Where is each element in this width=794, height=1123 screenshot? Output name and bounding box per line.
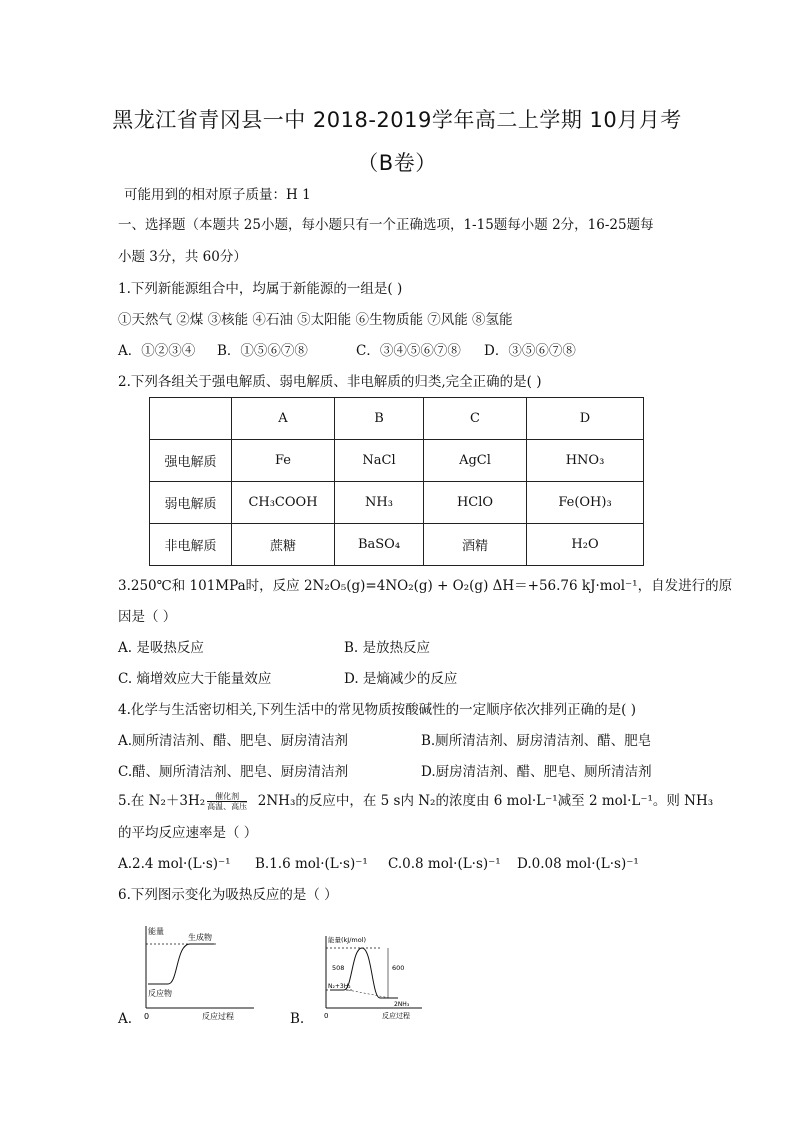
q4-stem: 4.化学与生活密切相关,下列生活中的常见物质按酸碱性的一定顺序依次排列正确的是( ) <box>118 702 636 718</box>
q1-items: ①天然气 ②煤 ③核能 ④石油 ⑤太阳能 ⑥生物质能 ⑦风能 ⑧氢能 <box>118 312 513 328</box>
q5-option-c: C.0.8 mol·(L·s)⁻¹ <box>388 856 501 872</box>
reactant-label: N₂+3H₂ <box>328 983 351 990</box>
table-cell: Fe(OH)₃ <box>527 482 644 524</box>
origin-label: 0 <box>144 1012 150 1021</box>
q1-option-c: C．③④⑤⑥⑦⑧ <box>356 343 461 359</box>
product-label: 生成物 <box>188 933 212 942</box>
q1-option-d: D．③⑤⑥⑦⑧ <box>484 343 576 359</box>
table-row <box>150 524 644 566</box>
table-cell: 蔗糖 <box>232 524 335 566</box>
exam-title: 黑龙江省青冈县一中 2018-2019学年高二上学期 10月月考 <box>112 108 682 132</box>
table-cell: NH₃ <box>335 482 424 524</box>
table-cell: HClO <box>424 482 527 524</box>
q5-option-b: B.1.6 mol·(L·s)⁻¹ <box>255 856 368 872</box>
y-axis-label: 能量 <box>148 927 164 936</box>
catalyst-arrow <box>205 792 249 811</box>
q3-option-a: A. 是吸热反应 <box>118 640 204 656</box>
q3-stem-cont: 因是（ ） <box>118 609 177 625</box>
table-cell: 酒精 <box>424 524 527 566</box>
y-axis-label: 能量(kJ/mol) <box>328 936 367 944</box>
value-600: 600 <box>392 964 405 972</box>
table-cell: NaCl <box>335 440 424 482</box>
x-axis-label: 反应过程 <box>202 1012 234 1021</box>
product-label: 2NH₃ <box>394 1001 410 1008</box>
q3-option-c: C. 熵增效应大于能量效应 <box>118 671 272 687</box>
q6-option-b: B. <box>290 1011 305 1027</box>
energy-curve <box>148 944 214 984</box>
q1-option-b: B．①⑤⑥⑦⑧ <box>217 343 308 359</box>
energy-graph-a <box>138 922 258 1022</box>
value-508: 508 <box>332 964 345 972</box>
catalyst-bottom: 高温、高压 <box>207 802 248 811</box>
energy-graph-b <box>318 930 428 1022</box>
q5-stem-b: 2NH₃的反应中，在 5 s内 N₂的浓度由 6 mol·L⁻¹减至 2 mol·L⁻¹。则 NH₃ <box>257 793 714 809</box>
table-row <box>150 482 644 524</box>
q3-stem: 3.250℃和 101MPa时，反应 2N₂O₅(g)=4NO₂(g) + O₂(g) ΔH＝+56.76 kJ·mol⁻¹，自发进行的原 <box>118 578 733 594</box>
section-heading: 一、选择题（本题共 25小题，每小题只有一个正确选项，1-15题每小题 2分，16-25题每 <box>118 217 654 233</box>
q6-option-a: A. <box>118 1011 133 1027</box>
row-label: 强电解质 <box>150 440 232 482</box>
q4-option-d: D.厨房清洁剂、醋、肥皂、厕所清洁剂 <box>421 764 652 780</box>
q4-option-a: A.厕所清洁剂、醋、肥皂、厨房清洁剂 <box>118 733 349 749</box>
table-cell: CH₃COOH <box>232 482 335 524</box>
table-header: C <box>424 398 527 440</box>
origin-label: 0 <box>324 1012 329 1020</box>
q3-option-d: D. 是熵减少的反应 <box>344 671 458 687</box>
table-header-row <box>150 398 644 440</box>
q3-option-b: B. 是放热反应 <box>344 640 431 656</box>
row-label: 弱电解质 <box>150 482 232 524</box>
table-header: D <box>527 398 644 440</box>
table-cell: HNO₃ <box>527 440 644 482</box>
table-header: A <box>232 398 335 440</box>
section-heading-cont: 小题 3分，共 60分） <box>118 249 247 265</box>
q5-option-d: D.0.08 mol·(L·s)⁻¹ <box>517 856 639 872</box>
reactant-label: 反应物 <box>148 989 172 998</box>
q1-stem: 1.下列新能源组合中，均属于新能源的一组是( ) <box>118 281 403 297</box>
q6-stem: 6.下列图示变化为吸热反应的是（ ） <box>118 887 338 903</box>
q5-stem <box>118 792 713 811</box>
table-cell: BaSO₄ <box>335 524 424 566</box>
exam-subtitle: （B卷） <box>357 151 437 175</box>
x-axis-label: 反应过程 <box>382 1012 410 1020</box>
q4-option-b: B.厕所清洁剂、厨房清洁剂、醋、肥皂 <box>421 733 652 749</box>
atomic-mass-note: 可能用到的相对原子质量：H 1 <box>124 187 311 203</box>
table-cell <box>150 398 232 440</box>
table-cell: Fe <box>232 440 335 482</box>
catalyst-top: 催化剂 <box>215 792 240 801</box>
table-header: B <box>335 398 424 440</box>
table-row <box>150 440 644 482</box>
table-cell: H₂O <box>527 524 644 566</box>
electrolyte-table <box>149 397 644 566</box>
q5-stem-a: 5.在 N₂＋3H₂ <box>118 793 206 809</box>
row-label: 非电解质 <box>150 524 232 566</box>
guide-line <box>348 990 390 998</box>
table-cell: AgCl <box>424 440 527 482</box>
q4-option-c: C.醋、厕所清洁剂、肥皂、厨房清洁剂 <box>118 764 349 780</box>
q2-stem: 2.下列各组关于强电解质、弱电解质、非电解质的归类,完全正确的是( ) <box>118 374 542 390</box>
q1-option-a: A．①②③④ <box>118 343 196 359</box>
q5-option-a: A.2.4 mol·(L·s)⁻¹ <box>118 856 231 872</box>
q5-stem-cont: 的平均反应速率是（ ） <box>118 825 258 841</box>
